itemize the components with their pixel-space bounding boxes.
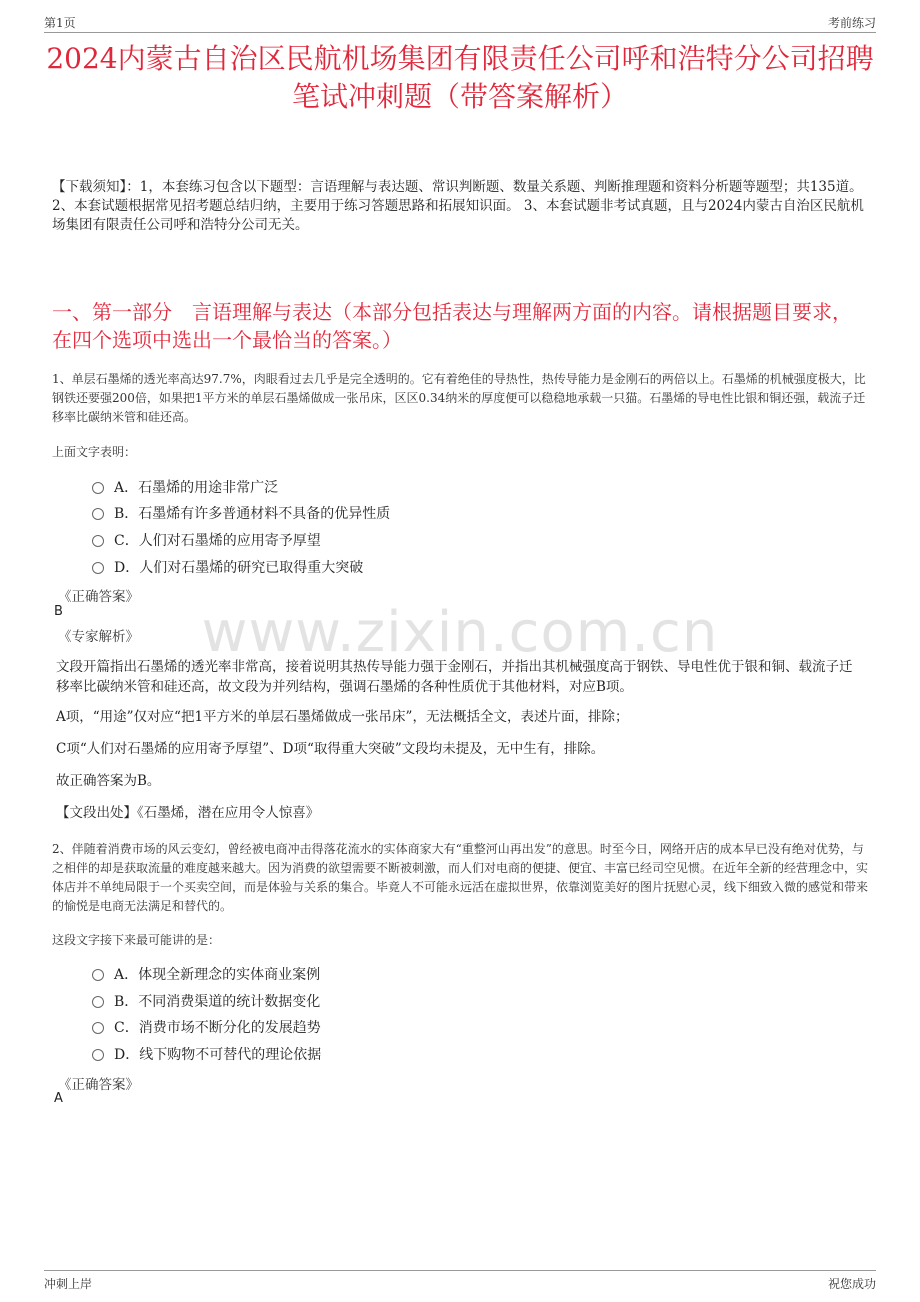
section-heading: 一、第一部分 言语理解与表达（本部分包括表达与理解两方面的内容。请根据题目要求，在四个选项中选出一个最恰当的答案。）: [52, 300, 852, 352]
radio-icon[interactable]: [92, 996, 104, 1008]
radio-icon[interactable]: [92, 562, 104, 574]
q2-answer: A: [54, 1091, 63, 1106]
q1-option-b[interactable]: B．石墨烯有许多普通材料不具备的优异性质: [92, 503, 390, 523]
q2-option-a[interactable]: A．体现全新理念的实体商业案例: [92, 964, 320, 984]
page-footer: [44, 1270, 876, 1295]
download-notice: 【下载须知】：1，本套练习包含以下题型：言语理解与表达题、常识判断题、数量关系题、判断推理题和资料分析题等题型；共135道。 2、本套试题根据常见招考题总结归纳，主要用于练习答题思路和拓展知识面。 3、本套试题非考试真题，且与2024内蒙古自治区民航机场集团有限责任公司呼和浩特分公司无关。: [52, 179, 864, 233]
q1-analysis-p1: 文段开篇指出石墨烯的透光率非常高，接着说明其热传导能力强于金刚石，并指出其机械强度高于钢铁、导电性优于银和铜、载流子迁移率比碳纳米管和硅还高，故文段为并列结构，强调石墨烯的各种性质优于其他材料，对应B项。: [56, 659, 853, 695]
radio-icon[interactable]: [92, 1049, 104, 1061]
radio-icon[interactable]: [92, 969, 104, 981]
q1-analysis-p4: 故正确答案为B。: [56, 773, 161, 789]
q1-source: 【文段出处】《石墨烯，潜在应用令人惊喜》: [56, 805, 320, 821]
watermark: www.zixin.com.cn: [201, 600, 719, 665]
q2-prompt: 这段文字接下来最可能讲的是：: [52, 933, 221, 947]
q2-answer-label: 《正确答案》: [58, 1077, 139, 1093]
q2-option-d[interactable]: D．线下购物不可替代的理论依据: [92, 1044, 321, 1064]
q1-option-d[interactable]: D．人们对石墨烯的研究已取得重大突破: [92, 557, 363, 577]
radio-icon[interactable]: [92, 482, 104, 494]
page-number: 第1页: [44, 16, 76, 30]
q1-option-a[interactable]: A．石墨烯的用途非常广泛: [92, 477, 278, 497]
q1-answer-label: 《正确答案》: [58, 589, 139, 605]
q1-prompt: 上面文字表明：: [52, 445, 137, 459]
header-label: 考前练习: [827, 16, 876, 30]
footer-left: 冲刺上岸: [44, 1277, 93, 1291]
q2-stem: 2、伴随着消费市场的风云变幻，曾经被电商冲击得落花流水的实体商家大有“重整河山再出发”的意思。时至今日，网络开店的成本早已没有绝对优势，与之相伴的却是获取流量的难度越来越大。因为消费的欲望需要不断被刺激，而人们对电商的便捷、便宜、丰富已经司空见惯。在近年全新的经营理念中，实体店并不单纯局限于一个买卖空间，而是体验与关系的集合。毕竟人不可能永远活在虚拟世界，依靠浏览美好的图片抚慰心灵，线下细致入微的感觉和带来的愉悦是电商无法满足和替代的。: [52, 842, 869, 913]
q1-analysis-p2: A项，“用途”仅对应“把1平方米的单层石墨烯做成一张吊床”，无法概括全文，表述片面，排除；: [56, 709, 629, 725]
radio-icon[interactable]: [92, 1022, 104, 1034]
q1-analysis-p3: C项“人们对石墨烯的应用寄予厚望”、D项“取得重大突破”文段均未提及，无中生有，排除。: [56, 741, 605, 757]
document-title: 2024内蒙古自治区民航机场集团有限责任公司呼和浩特分公司招聘笔试冲刺题（带答案解析）: [46, 42, 874, 113]
q1-analysis-label: 《专家解析》: [58, 629, 139, 645]
q1-stem: 1、单层石墨烯的透光率高达97.7%，肉眼看过去几乎是完全透明的。它有着绝佳的导热性，热传导能力是金刚石的两倍以上。石墨烯的机械强度极大，比钢铁还要强200倍，如果把1平方米的单层石墨烯做成一张吊床，区区0.34纳米的厚度便可以稳稳地承载一只猫。石墨烯的导电性比银和铜还强，载流子迁移率比碳纳米管和硅还高。: [52, 372, 866, 424]
radio-icon[interactable]: [92, 535, 104, 547]
radio-icon[interactable]: [92, 508, 104, 520]
q2-option-b[interactable]: B．不同消费渠道的统计数据变化: [92, 991, 320, 1011]
q2-option-c[interactable]: C．消费市场不断分化的发展趋势: [92, 1017, 321, 1037]
footer-right: 祝您成功: [827, 1277, 876, 1291]
q1-option-c[interactable]: C．人们对石墨烯的应用寄予厚望: [92, 530, 321, 550]
q1-answer: B: [54, 604, 63, 619]
page-header: [44, 10, 876, 33]
